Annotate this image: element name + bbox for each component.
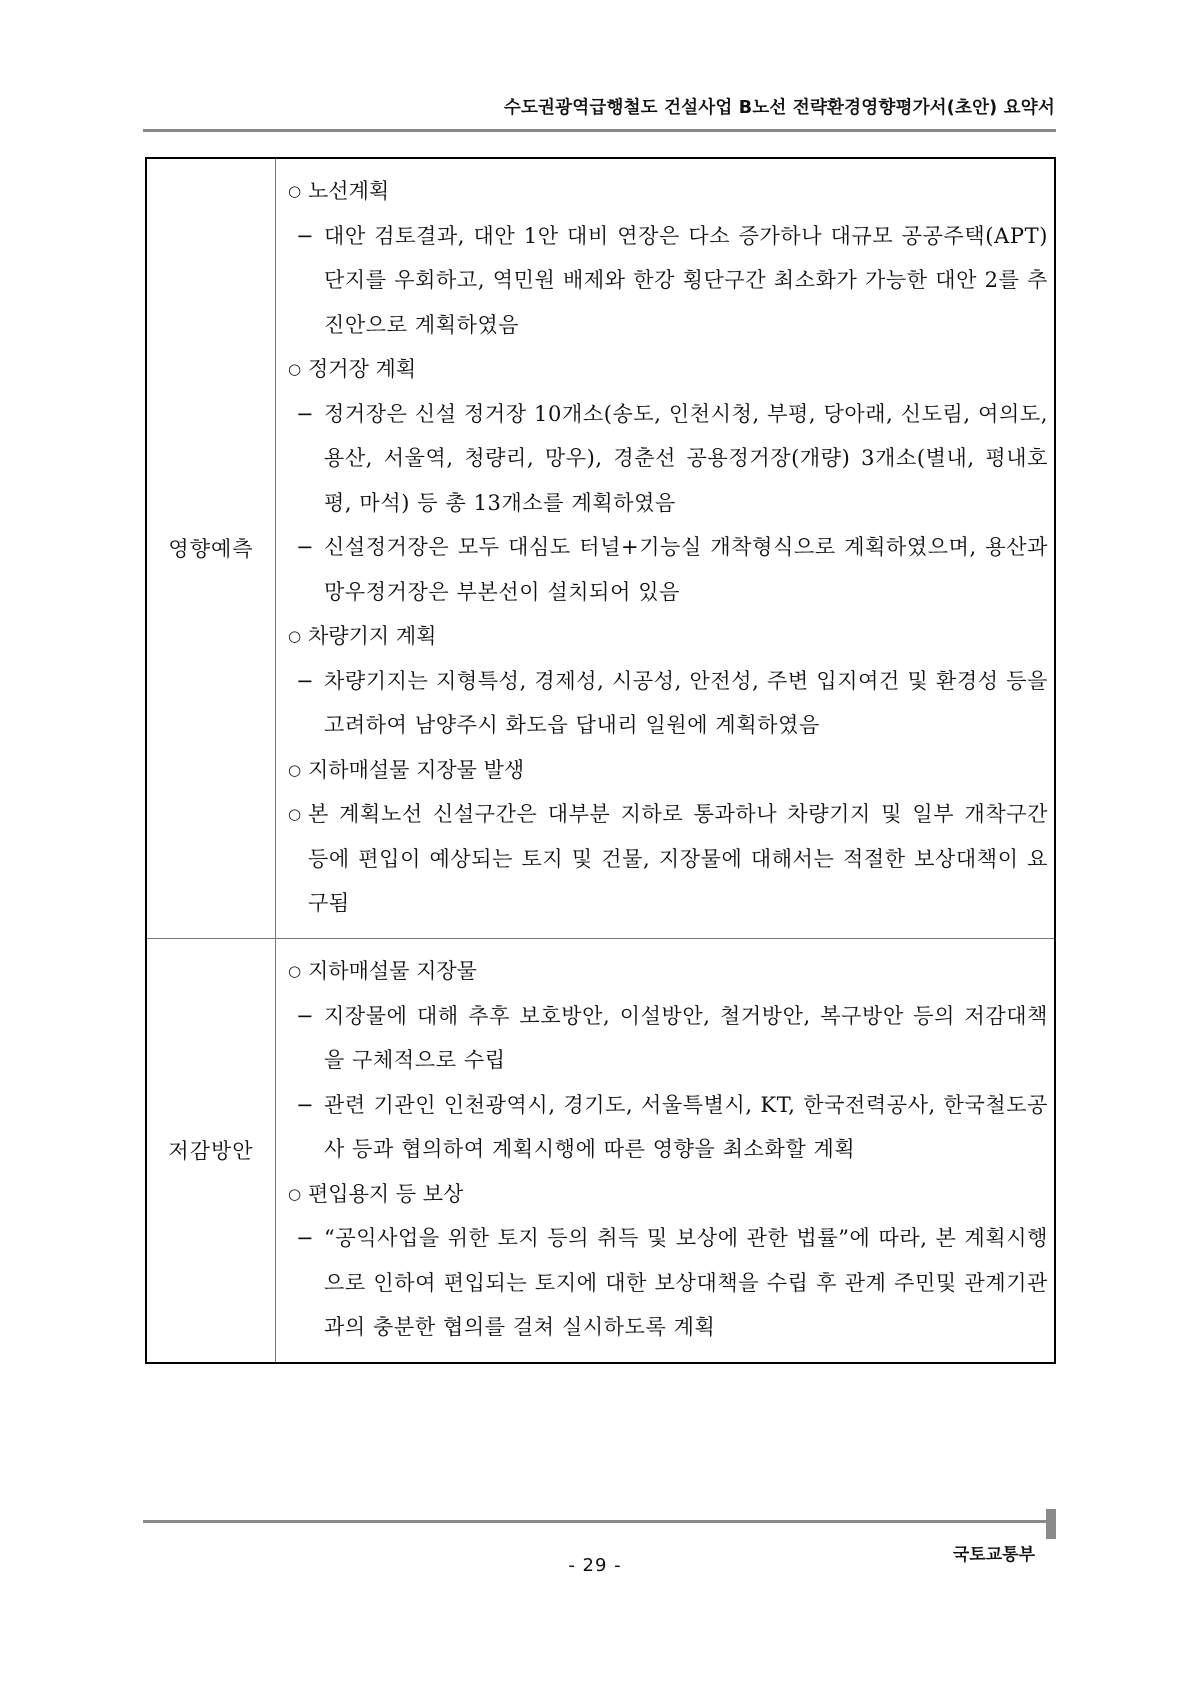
document-header-title: 수도권광역급행철도 건설사업 B노선 전략환경영향평가서(초안) 요약서 bbox=[503, 98, 1055, 118]
row-label-impact-prediction: 영향예측 bbox=[146, 158, 276, 938]
footer-organization: 국토교통부 bbox=[952, 1545, 1035, 1565]
table-row-impact-prediction bbox=[146, 158, 1055, 938]
list-item: ○ 노선계획 bbox=[288, 169, 1048, 214]
list-item: − 지장물에 대해 추후 보호방안, 이설방안, 철거방안, 복구방안 등의 저감대책을 구체적으로 수립 bbox=[288, 994, 1048, 1083]
header-divider bbox=[143, 129, 1056, 132]
list-item: ○ 본 계획노선 신설구간은 대부분 지하로 통과하나 차량기지 및 일부 개착구간 등에 편입이 예상되는 토지 및 건물, 지장물에 대해서는 적절한 보상대책이 요구됨 bbox=[288, 792, 1048, 926]
row-content-mitigation bbox=[276, 938, 1056, 1363]
list-item: − 정거장은 신설 정거장 10개소(송도, 인천시청, 부평, 당아래, 신도림, 여의도, 용산, 서울역, 청량리, 망우), 경춘선 공용정거장(개량) 3개소(별내, 평내호평, 마석) 등 총 13개소를 계획하였음 bbox=[288, 392, 1048, 526]
list-item: ○ 편입용지 등 보상 bbox=[288, 1172, 1048, 1217]
row-content-impact-prediction bbox=[276, 158, 1056, 938]
list-item: ○ 지하매설물 지장물 발생 bbox=[288, 748, 1048, 793]
list-item: ○ 정거장 계획 bbox=[288, 347, 1048, 392]
page-number: - 29 - bbox=[568, 1555, 622, 1576]
table-row-mitigation bbox=[146, 938, 1055, 1363]
footer-accent-bar bbox=[1046, 1509, 1056, 1539]
list-item: − 관련 기관인 인천광역시, 경기도, 서울특별시, KT, 한국전력공사, 한국철도공사 등과 협의하여 계획시행에 따른 영향을 최소화할 계획 bbox=[288, 1083, 1048, 1172]
list-item: ○ 차량기지 계획 bbox=[288, 614, 1048, 659]
list-item: − 대안 검토결과, 대안 1안 대비 연장은 다소 증가하나 대규모 공공주택(APT)단지를 우회하고, 역민원 배제와 한강 횡단구간 최소화가 가능한 대안 2를 추진안으로 계획하였음 bbox=[288, 214, 1048, 348]
list-item: − 차량기지는 지형특성, 경제성, 시공성, 안전성, 주변 입지여건 및 환경성 등을 고려하여 남양주시 화도읍 답내리 일원에 계획하였음 bbox=[288, 659, 1048, 748]
row-label-mitigation: 저감방안 bbox=[146, 938, 276, 1363]
list-item: − 신설정거장은 모두 대심도 터널+기능실 개착형식으로 계획하였으며, 용산과 망우정거장은 부본선이 설치되어 있음 bbox=[288, 525, 1048, 614]
list-item: − “공익사업을 위한 토지 등의 취득 및 보상에 관한 법률”에 따라, 본 계획시행으로 인하여 편입되는 토지에 대한 보상대책을 수립 후 관계 주민및 관계기관과의 충분한 협의를 걸쳐 실시하도록 계획 bbox=[288, 1216, 1048, 1350]
list-item: ○ 지하매설물 지장물 bbox=[288, 949, 1048, 994]
footer-divider bbox=[143, 1520, 1046, 1523]
summary-table bbox=[145, 157, 1056, 1364]
